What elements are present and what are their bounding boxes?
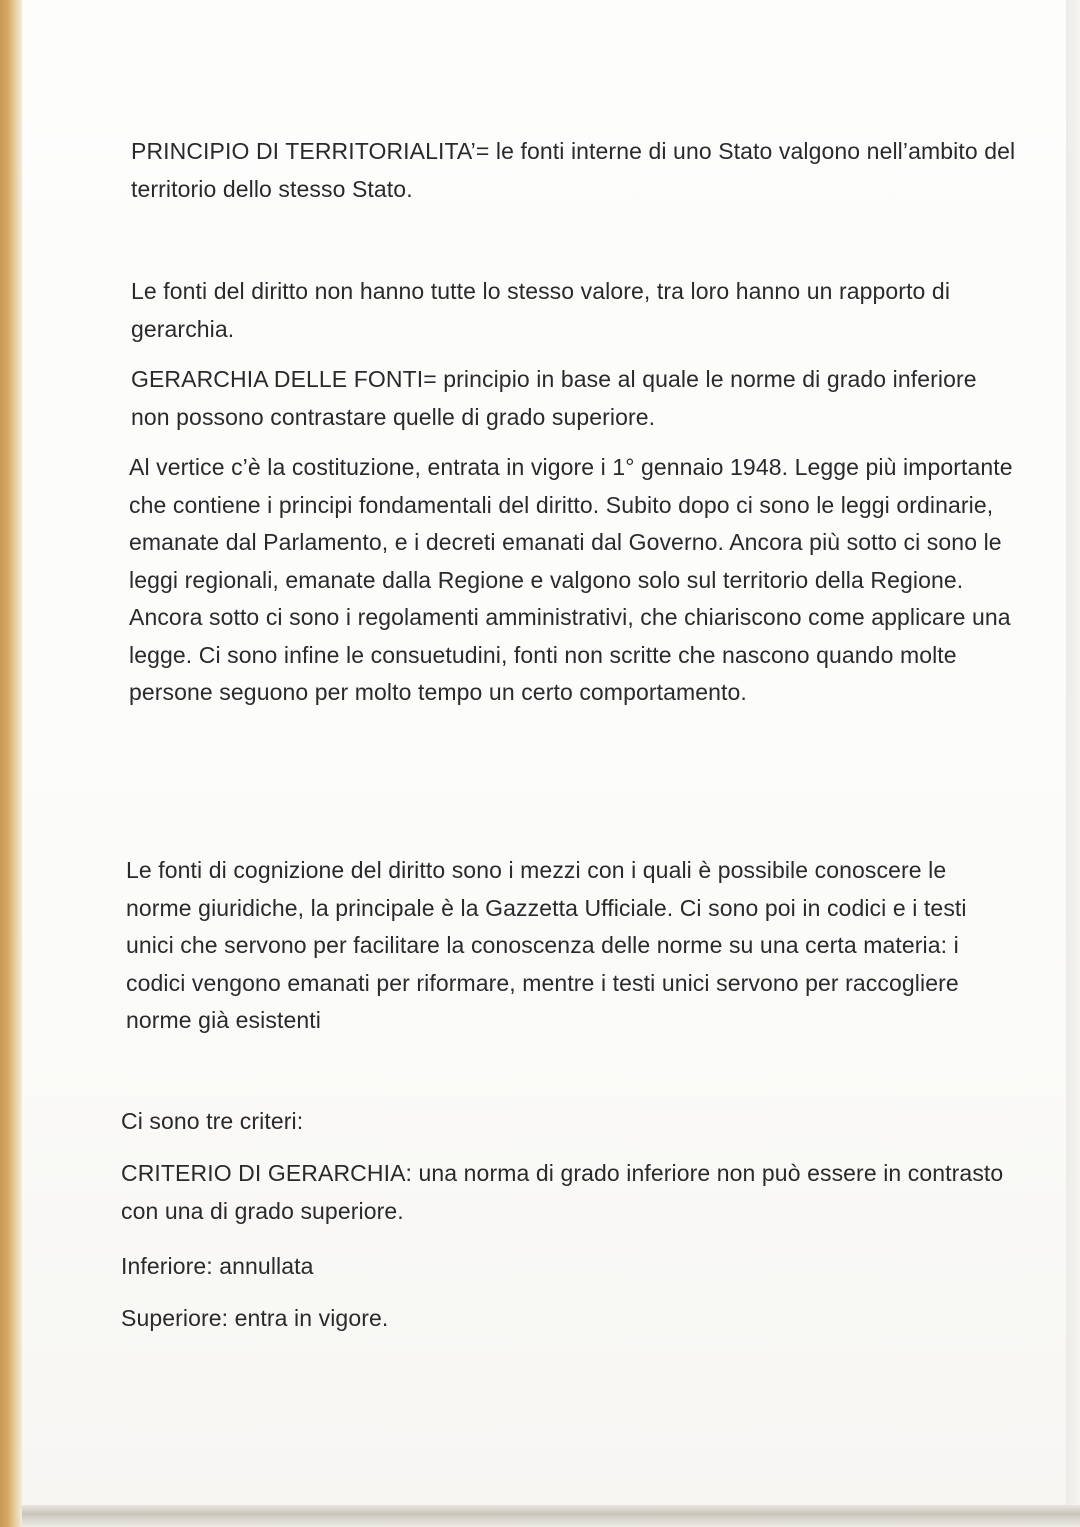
paragraph-valore-fonti: Le fonti del diritto non hanno tutte lo stesso valore, tra loro hanno un rapporto di gerarchia. <box>131 278 951 342</box>
definition-gerarchia-fonti: principio in base al quale le norme di grado inferiore non possono contrastare quelle di grado superiore. <box>131 366 977 430</box>
paragraph-criterio-gerarchia <box>121 1155 1011 1230</box>
term-territorialita: PRINCIPIO DI TERRITORIALITA’= <box>131 138 490 164</box>
line-superiore: Superiore: entra in vigore. <box>121 1305 389 1331</box>
paragraph-cognizione: Le fonti di cognizione del diritto sono i mezzi con i quali è possibile conoscere le norme giuridiche, la principale è la Gazzetta Ufficiale. Ci sono poi in codici e i testi unici che servono per facilitare la conoscenza delle norme su una certa materia: i codici vengono emanati per riformare, mentre i testi unici servono per raccogliere norme già esistenti <box>126 857 967 1033</box>
definition-criterio-gerarchia: una norma di grado inferiore non può essere in contrasto con una di grado superiore. <box>121 1160 1004 1224</box>
paragraph-territorialita <box>131 133 1021 208</box>
paper-bottom-edge <box>22 1505 1080 1527</box>
paragraph-criteri-intro: Ci sono tre criteri: <box>121 1108 304 1134</box>
paper-right-edge <box>1066 0 1080 1527</box>
paper-left-edge <box>0 0 22 1527</box>
line-inferiore: Inferiore: annullata <box>121 1253 314 1279</box>
term-gerarchia-fonti: GERARCHIA DELLE FONTI= <box>131 366 437 392</box>
term-criterio-gerarchia: CRITERIO DI GERARCHIA: <box>121 1160 413 1186</box>
definition-territorialita: le fonti interne di uno Stato valgono nell’ambito del territorio dello stesso Stato. <box>131 138 1016 202</box>
paragraph-vertice: Al vertice c’è la costituzione, entrata in vigore i 1° gennaio 1948. Legge più importante che contiene i principi fondamentali del diritto. Subito dopo ci sono le leggi ordinarie, emanate dal Parlamento, e i decreti emanati dal Governo. Ancora più sotto ci sono le leggi regionali, emanate dalla Regione e valgono solo sul territorio della Regione. Ancora sotto ci sono i regolamenti amministrativi, che chiariscono come applicare una legge. Ci sono infine le consuetudini, fonti non scritte che nascono quando molte persone seguono per molto tempo un certo comportamento. <box>129 454 1013 705</box>
paragraph-gerarchia-fonti <box>131 361 1021 436</box>
